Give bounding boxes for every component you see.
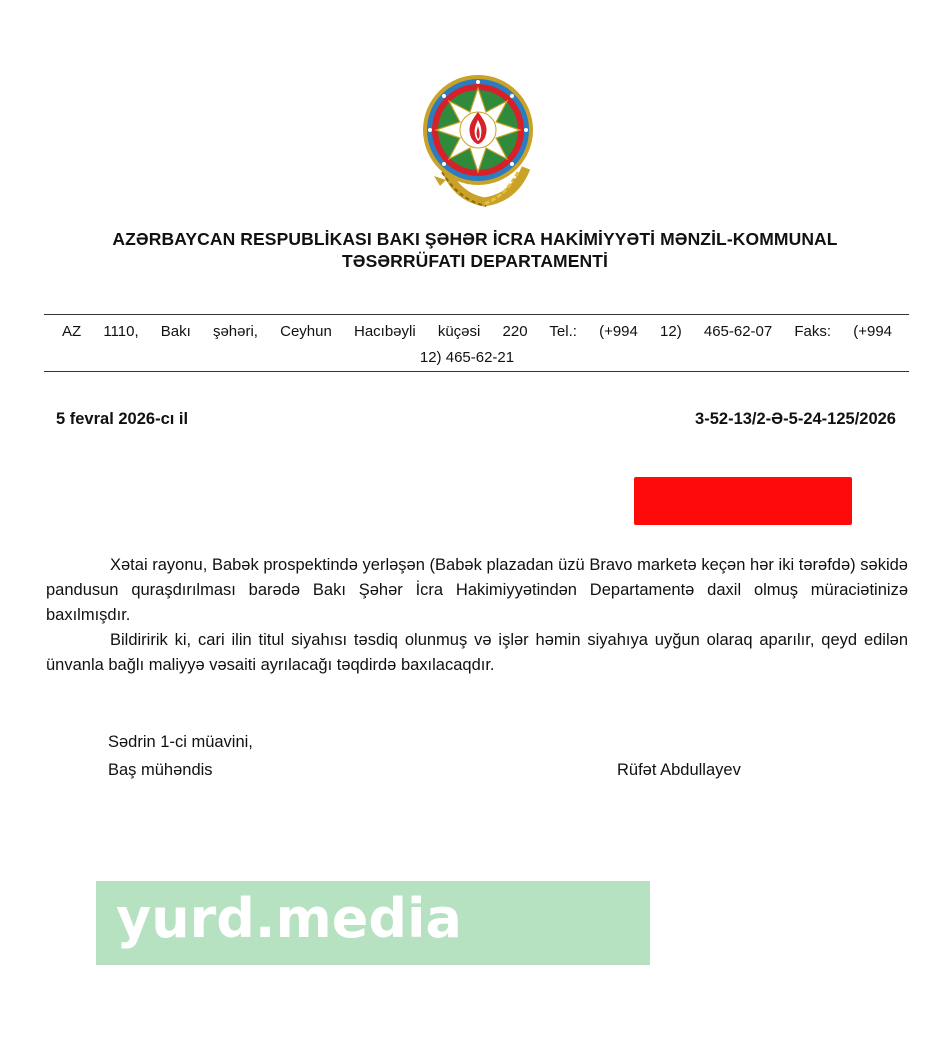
body-paragraph-2: Bildiririk ki, cari ilin titul siyahısı təsdiq olunmuş və işlər həmin siyahıya uyğun olaraq aparılır, qeyd edilən ünvanla bağlı maliyyə vəsaiti ayrılacağı təqdirdə baxılacaqdır. [46,631,908,674]
state-emblem-icon [414,68,544,210]
watermark-banner [96,881,650,965]
watermark-text: yurd.media [116,887,462,950]
heading-line-2: TƏSƏRRÜFATI DEPARTAMENTİ [342,251,608,271]
body-paragraph-1: Xətai rayonu, Babək prospektində yerləşən (Babək plazadan üzü Bravo marketə keçən hər iki tərəfdə) səkidə pandusun quraşdırılması barədə Bakı Şəhər İcra Hakimiyyətindən Departamentə daxil olmuş müraciətinizə baxılmışdır. [46,556,908,624]
reference-number: 3-52-13/2-Ə-5-24-125/2026 [695,410,896,428]
department-heading [30,228,920,272]
address-block [62,319,892,371]
signer-position [108,728,253,784]
letter-body [46,553,908,678]
signer-position-line-1: Sədrin 1-ci müavini, [108,733,253,751]
redacted-recipient [634,477,852,525]
document-date: 5 fevral 2026-cı il [56,410,189,428]
signer-position-line-2: Baş mühəndis [108,761,213,779]
signer-name: Rüfət Abdullayev [617,761,741,779]
address-line-2: 12) 465-62-21 [419,349,515,366]
bottom-divider [44,371,909,372]
address-line-1: AZ 1110, Bakı şəhəri, Ceyhun Hacıbəyli küçəsi 220 Tel.: (+994 12) 465-62-07 Faks: (+994 [62,323,892,340]
top-divider [44,314,909,315]
heading-line-1: AZƏRBAYCAN RESPUBLİKASI BAKI ŞƏHƏR İCRA HAKİMİYYƏTİ MƏNZİL-KOMMUNAL [112,229,838,249]
